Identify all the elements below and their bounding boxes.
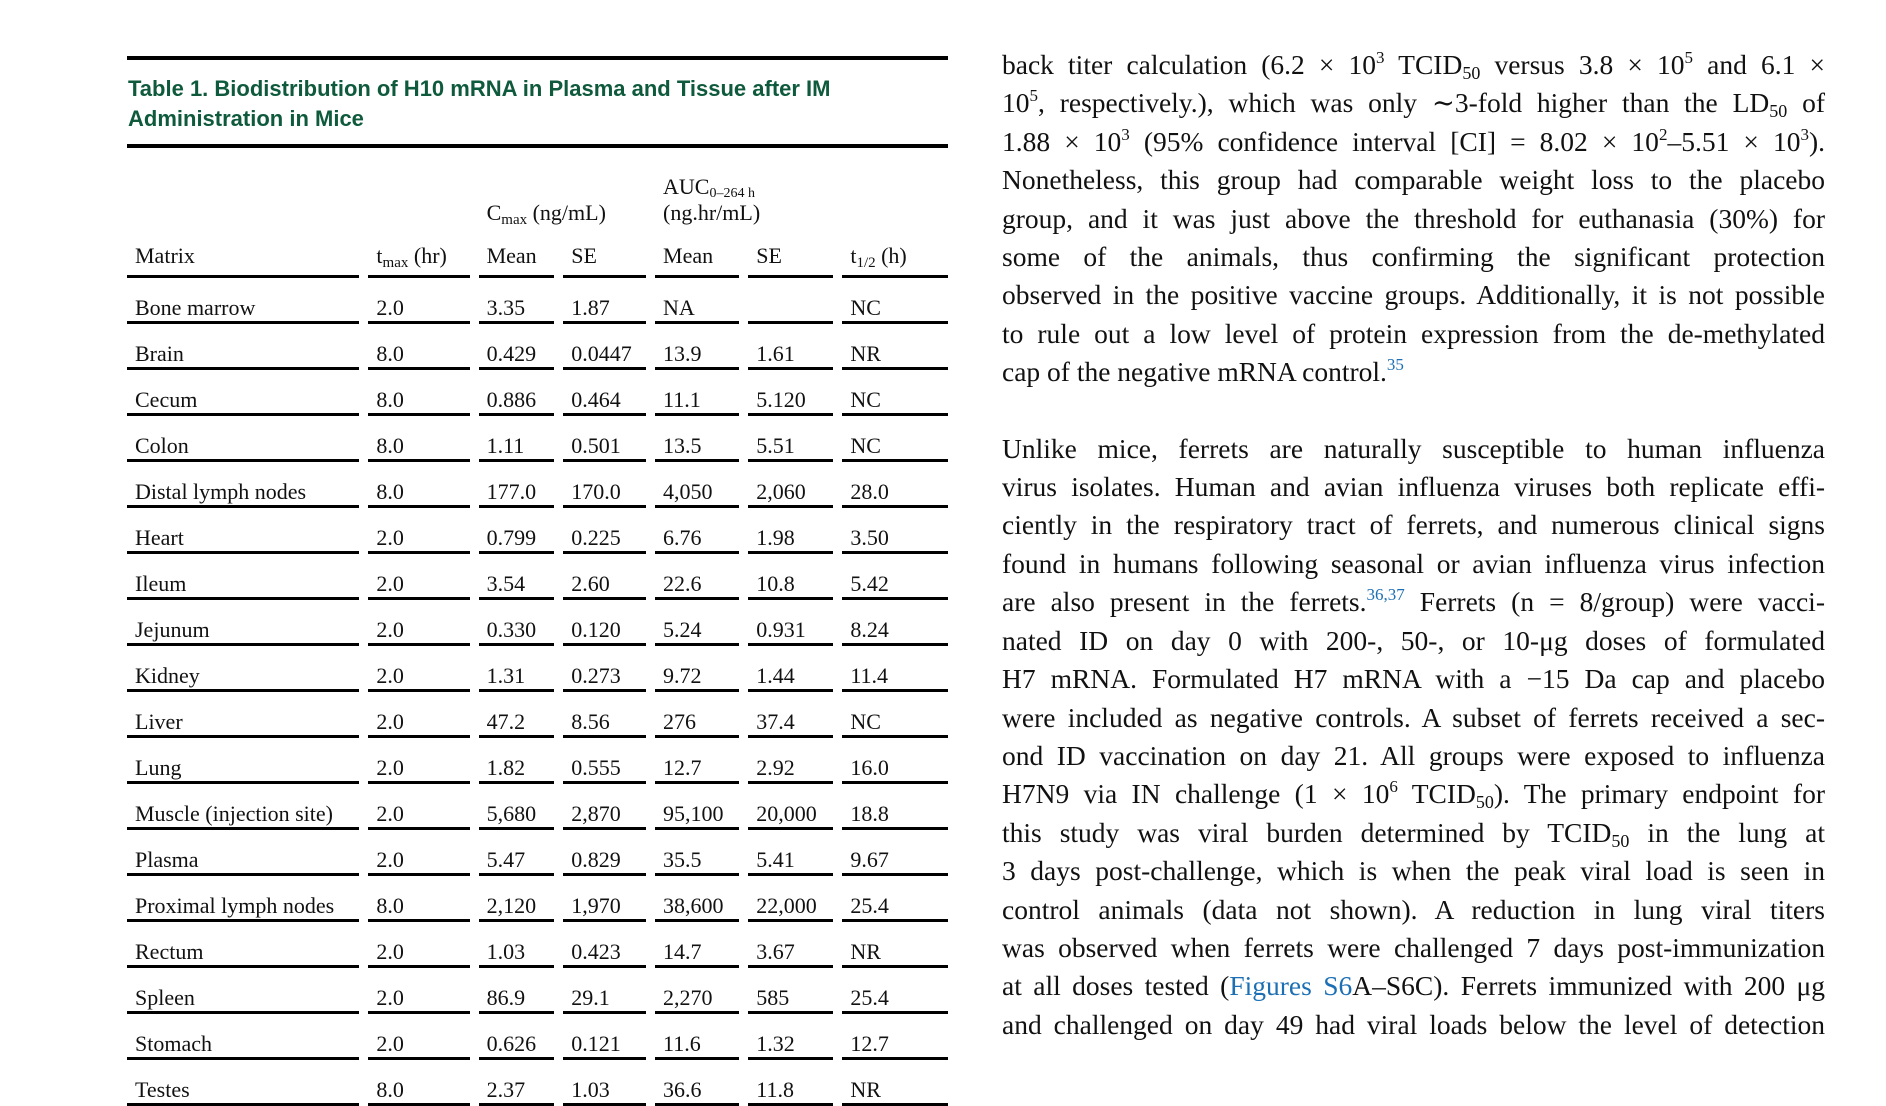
body-text-column [1002,46,1825,1044]
cell-auc-se: 1.61 [748,324,833,370]
cell-half-life: 11.4 [842,646,948,692]
cell-auc-se: 2,060 [748,462,833,508]
col-header-cmax-mean: Mean [479,229,555,278]
col-header-auc-mean: Mean [655,229,739,278]
cell-cmax-se: 0.273 [563,646,646,692]
cell-matrix: Stomach [127,1014,359,1060]
cell-cmax-se: 2.60 [563,554,646,600]
cell-cmax-mean: 47.2 [479,692,555,738]
reference-link[interactable]: 35 [1386,355,1404,375]
cell-auc-mean: 13.5 [655,416,739,462]
cell-tmax: 2.0 [368,968,469,1014]
text-line: H7N9 via IN challenge ($1 \times 10^6$ $TCID_{50}$). The primary endpoint for [1002,777,1825,813]
paragraph-2 [1002,430,1825,1045]
cell-cmax-mean: 1.31 [479,646,555,692]
text-line: this study was viral burden determined by $TCID_{50}$ in the lung at [1002,816,1825,851]
cell-tmax: 2.0 [368,278,469,324]
cell-matrix: Ileum [127,554,359,600]
text-line: Unlike mice, ferrets are naturally susceptible to human influenza [1002,432,1825,464]
cell-auc-mean: 38,600 [655,876,739,922]
cell-tmax: 8.0 [368,370,469,416]
table-row [127,1060,948,1106]
col-header-cmax-se: SE [563,229,646,278]
cell-tmax: 8.0 [368,876,469,922]
cell-cmax-se: 0.501 [563,416,646,462]
cell-tmax: 2.0 [368,554,469,600]
cell-auc-mean: 22.6 [655,554,739,600]
cell-auc-mean: 95,100 [655,784,739,830]
cell-tmax: 2.0 [368,784,469,830]
table-row [127,968,948,1014]
cell-cmax-mean: 2,120 [479,876,555,922]
cell-tmax: 8.0 [368,1060,469,1106]
cell-auc-mean: 12.7 [655,738,739,784]
cell-auc-mean: 4,050 [655,462,739,508]
cell-cmax-se: 0.464 [563,370,646,416]
auc-group-header: $AUC_{0-264 h}$ (ng.hr/mL) [663,174,761,225]
cell-tmax: 2.0 [368,600,469,646]
cell-cmax-se: 1.03 [563,1060,646,1106]
figure-link[interactable]: Figures S6 [1229,970,1353,1002]
cell-tmax: 2.0 [368,922,469,968]
cell-cmax-se: 170.0 [563,462,646,508]
cell-cmax-mean: 5.47 [479,830,555,876]
cell-half-life: 5.42 [842,554,948,600]
cell-matrix: Plasma [127,830,359,876]
cell-cmax-se: 0.423 [563,922,646,968]
cell-cmax-mean: 0.799 [479,508,555,554]
reference-link[interactable]: 36,37 [1366,585,1405,605]
cell-cmax-se: 0.120 [563,600,646,646]
cell-cmax-se: 0.829 [563,830,646,876]
table-row [127,738,948,784]
table-row [127,600,948,646]
text-line: 3 days post-challenge, which is when the peak viral load is seen in [1002,855,1825,887]
cell-cmax-mean: 0.330 [479,600,555,646]
cell-half-life: 9.67 [842,830,948,876]
cell-auc-se: 5.51 [748,416,833,462]
cell-half-life: 3.50 [842,508,948,554]
cell-half-life: NR [842,324,948,370]
col-header-tmax: $t_{max}$ (hr) [368,229,469,278]
cell-cmax-se: 0.555 [563,738,646,784]
paragraph-1 [1002,46,1825,392]
cell-cmax-mean: 1.82 [479,738,555,784]
cell-auc-se: 5.120 [748,370,833,416]
cell-auc-mean: 11.6 [655,1014,739,1060]
cell-tmax: 2.0 [368,508,469,554]
cell-cmax-mean: 5,680 [479,784,555,830]
cell-cmax-se: 8.56 [563,692,646,738]
table-row [127,462,948,508]
cell-cmax-mean: 86.9 [479,968,555,1014]
cell-matrix: Colon [127,416,359,462]
cell-matrix: Liver [127,692,359,738]
text-line: are also present in the ferrets.$^{36,37}$ Ferrets (n = 8/group) were vacci- [1002,585,1825,618]
cell-cmax-se: 1.87 [563,278,646,324]
cell-half-life: 25.4 [842,968,948,1014]
cell-auc-se: 3.67 [748,922,833,968]
cell-matrix: Muscle (injection site) [127,784,359,830]
text-line: some of the animals, thus confirming the significant protection [1002,241,1825,273]
cell-matrix: Bone marrow [127,278,359,324]
cell-auc-se: 20,000 [748,784,833,830]
cell-auc-mean: 14.7 [655,922,739,968]
table-row [127,922,948,968]
cell-half-life: 25.4 [842,876,948,922]
cell-matrix: Spleen [127,968,359,1014]
header-row-columns [127,229,948,278]
table-row [127,370,948,416]
cell-half-life: 28.0 [842,462,948,508]
text-line: and challenged on day 49 had viral loads below the level of detection [1002,1008,1825,1040]
text-line: Nonetheless, this group had comparable weight loss to the placebo [1002,164,1825,196]
cell-matrix: Testes [127,1060,359,1106]
cell-auc-mean: 2,270 [655,968,739,1014]
cmax-group-header: $C_{max}$ (ng/mL) [486,200,606,228]
cell-auc-se [748,278,833,324]
text-line: cap of the negative mRNA control.$^{35}$ [1002,355,1404,388]
cell-cmax-mean: 2.37 [479,1060,555,1106]
cell-auc-mean: 6.76 [655,508,739,554]
cell-matrix: Rectum [127,922,359,968]
cell-cmax-se: 1,970 [563,876,646,922]
table-row [127,554,948,600]
cell-auc-se: 37.4 [748,692,833,738]
col-header-auc-se: SE [748,229,833,278]
cell-tmax: 2.0 [368,1014,469,1060]
cell-auc-se: 5.41 [748,830,833,876]
table-row [127,1014,948,1060]
text-line: were included as negative controls. A subset of ferrets received a sec- [1002,701,1825,733]
table-row [127,278,948,324]
table-row [127,646,948,692]
cell-auc-se: 11.8 [748,1060,833,1106]
cell-half-life: NC [842,692,948,738]
cell-auc-mean: 36.6 [655,1060,739,1106]
table-row [127,876,948,922]
cell-auc-se: 2.92 [748,738,833,784]
text-line: observed in the positive vaccine groups. Additionally, it is not possible [1002,279,1825,311]
table-row [127,508,948,554]
header-row-groups [127,148,948,229]
col-header-half-life: $t_{1/2}$ (h) [842,229,948,278]
text-line: at all doses tested (Figures S6A–S6C). Ferrets immunized with 200 μg [1002,970,1826,1002]
cell-cmax-mean: 0.626 [479,1014,555,1060]
text-line: ond ID vaccination on day 21. All groups were exposed to influenza [1002,739,1825,771]
cell-cmax-mean: 1.11 [479,416,555,462]
cell-auc-se: 1.98 [748,508,833,554]
cell-half-life: 18.8 [842,784,948,830]
cell-tmax: 2.0 [368,646,469,692]
table-row [127,830,948,876]
table-row [127,416,948,462]
text-line: H7 mRNA. Formulated H7 mRNA with a −15 Da cap and placebo [1002,663,1825,695]
cell-auc-mean: 11.1 [655,370,739,416]
cell-auc-mean: NA [655,278,739,324]
cell-matrix: Heart [127,508,359,554]
text-line: was observed when ferrets were challenged 7 days post-immunization [1002,931,1825,963]
cell-auc-mean: 9.72 [655,646,739,692]
cell-auc-se: 22,000 [748,876,833,922]
cell-matrix: Brain [127,324,359,370]
cell-tmax: 2.0 [368,738,469,784]
cell-half-life: NC [842,370,948,416]
cell-tmax: 8.0 [368,462,469,508]
text-line: group, and it was just above the threshold for euthanasia (30%) for [1002,202,1825,234]
text-line: $10^5$, respectively.), which was only ∼3-fold higher than the $LD_{50}$ of [1002,86,1825,122]
cell-matrix: Lung [127,738,359,784]
text-line: nated ID on day 0 with 200-, 50-, or 10-μg doses of formulated [1002,624,1825,656]
cell-auc-se: 1.32 [748,1014,833,1060]
cell-tmax: 2.0 [368,830,469,876]
cell-cmax-mean: 3.35 [479,278,555,324]
cell-cmax-mean: 3.54 [479,554,555,600]
col-header-matrix: Matrix [127,229,359,278]
table-row [127,692,948,738]
cell-cmax-se: 0.225 [563,508,646,554]
text-line: $1.88 \times 10^3$ (95% confidence interval $[CI] = 8.02 \times 10^2-5.51 \times 10^3$). [1002,124,1825,157]
cell-auc-mean: 13.9 [655,324,739,370]
cell-tmax: 2.0 [368,692,469,738]
cell-auc-se: 585 [748,968,833,1014]
text-line: found in humans following seasonal or avian influenza virus infection [1002,547,1825,579]
text-line: virus isolates. Human and avian influenza viruses both replicate effi- [1002,471,1825,503]
cell-cmax-mean: 1.03 [479,922,555,968]
cell-half-life: NR [842,1060,948,1106]
cell-auc-mean: 5.24 [655,600,739,646]
cell-tmax: 8.0 [368,324,469,370]
cell-half-life: NR [842,922,948,968]
cell-half-life: 8.24 [842,600,948,646]
cell-cmax-mean: 0.886 [479,370,555,416]
table-caption: Table 1. Biodistribution of H10 mRNA in Plasma and Tissue after IM Administration in Mice [128,76,831,131]
cell-matrix: Proximal lymph nodes [127,876,359,922]
text-line: control animals (data not shown). A reduction in lung viral titers [1002,893,1825,925]
cell-half-life: NC [842,278,948,324]
cell-auc-mean: 276 [655,692,739,738]
data-table [118,148,957,1106]
cell-cmax-se: 2,870 [563,784,646,830]
text-line: to rule out a low level of protein expression from the de-methylated [1002,317,1825,349]
cell-cmax-se: 0.121 [563,1014,646,1060]
cell-auc-se: 10.8 [748,554,833,600]
cell-cmax-se: 29.1 [563,968,646,1014]
cell-matrix: Kidney [127,646,359,692]
table-row [127,784,948,830]
cell-half-life: 12.7 [842,1014,948,1060]
cell-matrix: Distal lymph nodes [127,462,359,508]
cell-matrix: Cecum [127,370,359,416]
text-line: back titer calculation ($6.2 \times 10^3$ $TCID_{50}$ versus $3.8 \times 10^5$ and 6.1 × [1002,48,1825,83]
cell-cmax-mean: 177.0 [479,462,555,508]
text-line: ciently in the respiratory tract of ferrets, and numerous clinical signs [1002,509,1825,541]
cell-auc-se: 0.931 [748,600,833,646]
table-row [127,324,948,370]
cell-matrix: Jejunum [127,600,359,646]
cell-cmax-se: 0.0447 [563,324,646,370]
cell-auc-mean: 35.5 [655,830,739,876]
cell-tmax: 8.0 [368,416,469,462]
cell-auc-se: 1.44 [748,646,833,692]
biodistribution-table [127,56,948,1106]
cell-cmax-mean: 0.429 [479,324,555,370]
cell-half-life: NC [842,416,948,462]
cell-half-life: 16.0 [842,738,948,784]
